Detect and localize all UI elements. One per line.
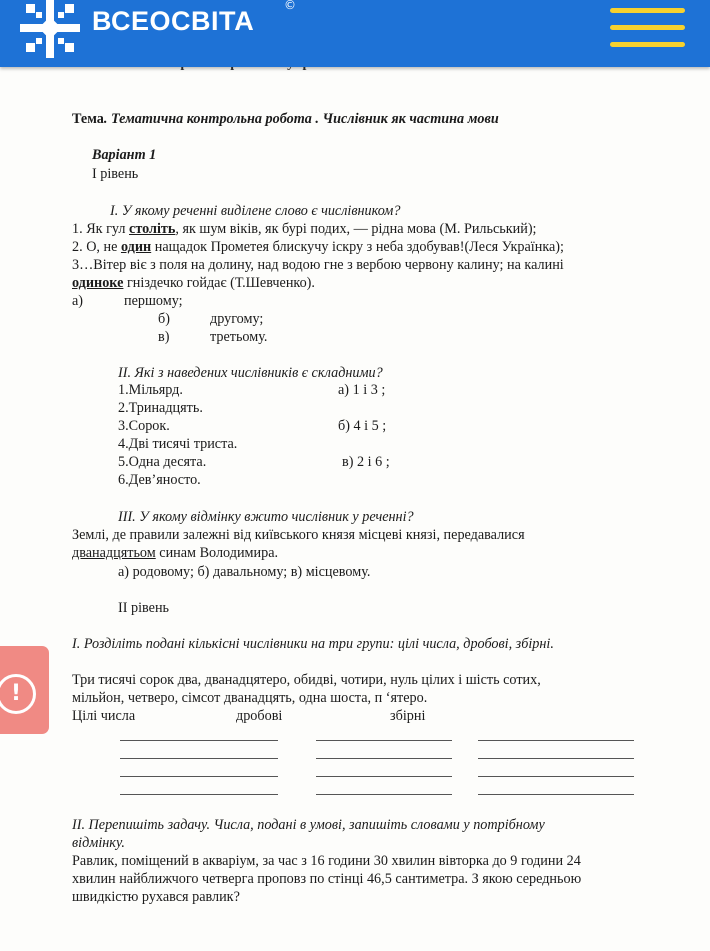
alert-icon: ! [0,674,36,714]
task-2-line-2: хвилин найближчого четверга проповз по стінці 46,5 сантиметра. З якою середньою [72,871,582,887]
topic-text: . Тематична контрольна робота . Числівник як частина мови [103,111,499,127]
answer-line [120,758,278,759]
q1-option-b: другому; [210,311,264,327]
q1-sentence-1: 1. Як гул століть, як шум віків, як бурі подих, — рідна мова (М. Рильський); [72,221,537,237]
q2-item: 3.Сорок. [118,418,170,434]
topic-label: Тема [72,111,104,127]
answer-line [316,776,452,777]
q3-title: ІІІ. У якому відмінку вжито числівник у реченні? [118,509,414,525]
answer-line [120,740,278,741]
answer-line [120,794,278,795]
answer-line [478,758,634,759]
task-2-title: ІІ. Перепишіть задачу. Числа, подані в умові, запишіть словами у потрібному [72,817,545,833]
highlighted-word: століть [129,221,176,237]
level-1-heading: І рівень [92,166,139,182]
column-header-whole: Цілі числа [72,708,136,724]
q3-options: а) родовому; б) давальному; в) місцевому. [118,564,371,580]
q2-answer-a: а) 1 і 3 ; [338,382,386,398]
q1-option-letter-b: б) [158,311,170,327]
column-header-collective: збірні [390,708,426,724]
q1-sentence-2: 2. О, не один нащадок Прометея блискучу іскру з неба здобував!(Леся Українка); [72,239,564,255]
variant-heading: Варіант 1 [92,147,157,163]
q1-option-letter-a: а) [72,293,84,309]
q2-item: 6.Дев’яносто. [118,472,201,488]
q2-item: 1.Мільярд. [118,382,183,398]
task-1-line-2: мільйон, четверо, сімсот дванадцять, одна шоста, п ‘ятеро. [72,690,428,706]
q2-answer-c: в) 2 і 6 ; [342,454,390,470]
q1-option-letter-c: в) [158,329,170,345]
q3-text-line-2: дванадцятьом синам Володимира. [72,545,279,561]
q1-option-c: третьому. [210,329,268,345]
q1-option-a: першому; [124,293,183,309]
q2-answer-b: б) 4 і 5 ; [338,418,387,434]
answer-line [316,758,452,759]
report-button[interactable] [0,646,49,734]
q2-title: ІІ. Які з наведених числівників є складними? [118,365,383,381]
brand-name[interactable]: ВСЕОСВІТА [92,6,255,36]
topic-line [72,111,499,128]
answer-line [316,794,452,795]
q2-item: 4.Дві тисячі триста. [118,436,238,452]
task-2-line-3: швидкістю рухався равлик? [72,889,240,905]
highlighted-word: один [120,239,152,255]
q2-item: 5.Одна десята. [118,454,207,470]
answer-line [120,776,278,777]
answer-line [478,776,634,777]
q1-title: І. У якому реченні виділене слово є числівником? [110,203,401,219]
q3-text-line-1: Землі, де правили залежні від київського князя місцеві князі, передавалися [72,527,525,543]
task-1-title: І. Розділіть подані кількісні числівники на три групи: цілі числа, дробові, збірні. [72,636,554,652]
level-2-heading: ІІ рівень [118,600,170,616]
highlighted-word: дванадцятьом [72,545,156,561]
task-1-line-1: Три тисячі сорок два, дванадцятеро, обидві, чотири, нуль цілих і шість сотих, [72,672,541,688]
answer-line [316,740,452,741]
task-2-title-cont: відмінку. [72,835,125,851]
answer-line [478,794,634,795]
q1-sentence-3-cont: одиноке гніздечко гойдає (Т.Шевченко). [72,275,315,291]
site-header [0,0,710,67]
copyright-mark: © [284,0,296,12]
q2-item: 2.Тринадцять. [118,400,203,416]
q1-sentence-3: 3…Вітер віє з поля на долину, над водою гне з вербою червону калину; на калині [72,257,564,273]
hamburger-menu-icon[interactable] [610,8,685,48]
column-header-fractional: дробові [236,708,283,724]
highlighted-word: одиноке [72,275,124,291]
answer-line [478,740,634,741]
snowflake-logo-icon[interactable] [18,0,82,58]
task-2-line-1: Равлик, поміщений в акваріум, за час з 16 години 30 хвилин вівторка до 9 години 24 [72,853,581,869]
